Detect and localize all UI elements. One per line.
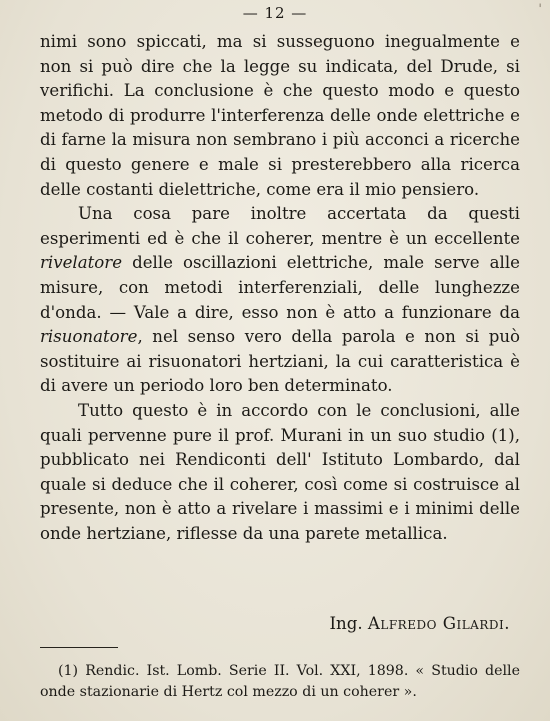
italic-term-risuonatore: risuonatore — [40, 327, 138, 347]
corner-mark: ' — [538, 2, 542, 17]
footnote-text: (1) Rendic. Ist. Lomb. Serie II. Vol. XXI, 1898. « Studio delle onde stazionarie di Hertz col mezzo di un coherer ». — [40, 663, 520, 700]
paragraph-2-text-1: Una cosa pare inoltre accertata da questi esperimenti ed è che il coherer, mentre è un eccellente — [40, 204, 520, 248]
signature-name: Alfredo Gilardi. — [367, 614, 510, 633]
paragraph-2 — [40, 202, 520, 399]
paragraph-3: Tutto questo è in accordo con le conclusioni, alle quali pervenne pure il prof. Murani in un suo studio (1), pubblicato nei Rendiconti dell' Istituto Lombardo, dal quale si deduce che il coherer, così come si costruisce al presente, non è atto a rivelare i massimi e i minimi delle onde hertziane, riflesse da una parete metallica. — [40, 400, 520, 543]
signature-prefix: Ing. — [329, 614, 363, 633]
footnote-rule — [40, 647, 118, 648]
paragraph-2-text-2: delle oscillazioni elettriche, male serve alle misure, con metodi interferenziali, delle lunghezze d'onda. — Vale a dire, esso non è atto a funzionare da — [40, 253, 520, 322]
page-number: — 12 — — [242, 4, 308, 22]
footnote — [40, 661, 520, 703]
paragraph-2-text-3: , nel senso vero della parola e non si può sostituire ai risuonatori hertziani, la cui caratteristica è di avere un periodo loro ben determinato. — [40, 327, 520, 396]
author-signature — [329, 612, 510, 636]
body-text — [40, 30, 520, 546]
italic-term-rivelatore: rivelatore — [40, 253, 123, 273]
paragraph-1: nimi sono spiccati, ma si susseguono inegualmente e non si può dire che la legge su indicata, del Drude, si verifichi. La conclusione è che questo modo e questo metodo di produrre l'interferenza delle onde elettriche e di farne la misura non sembrano i più acconci a ricerche di questo genere e male si presterebbero alla ricerca delle costanti dielettriche, come era il mio pensiero. — [40, 32, 520, 199]
